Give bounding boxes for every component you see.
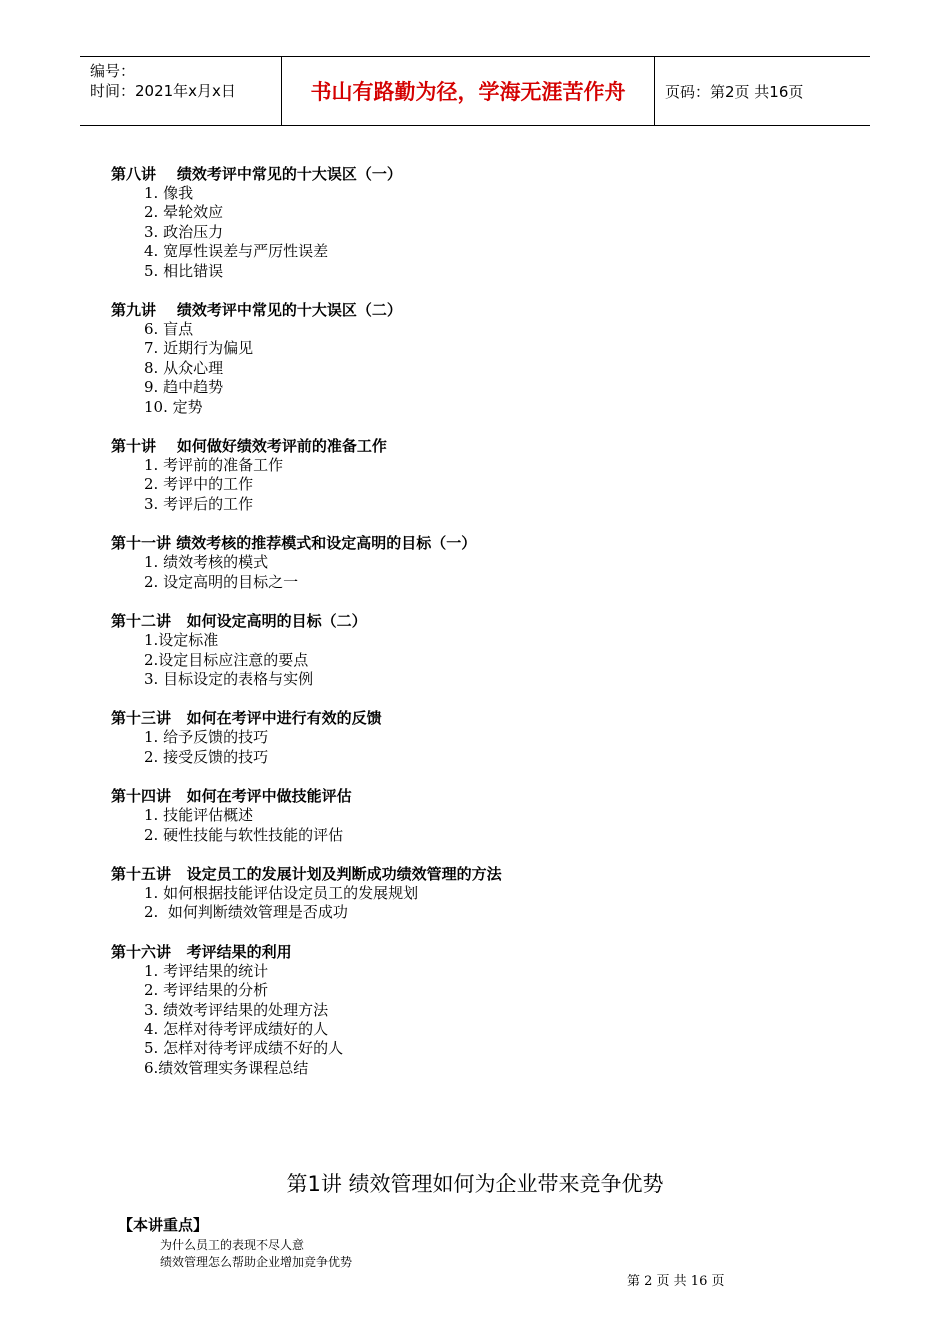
- toc-item: 1. 绩效考核的模式: [144, 553, 269, 572]
- toc-section-title: 第十六讲 考评结果的利用: [111, 942, 292, 961]
- toc-item: 1. 如何根据技能评估设定员工的发展规划: [144, 883, 419, 902]
- toc-item: 2. 考评结果的分析: [144, 981, 269, 1000]
- header-meta: [80, 57, 282, 125]
- toc-section-title: 第十四讲 如何在考评中做技能评估: [111, 787, 352, 806]
- toc-item: 2. 如何判断绩效管理是否成功: [144, 903, 348, 922]
- toc-item: 3. 考评后的工作: [144, 494, 254, 513]
- header-motto: 书山有路勤为径，学海无涯苦作舟: [282, 57, 655, 125]
- toc-item: 1. 考评前的准备工作: [144, 456, 284, 475]
- toc-item: 9. 趋中趋势: [144, 378, 224, 397]
- toc-item: 4. 宽厚性误差与严厉性误差: [144, 242, 329, 261]
- toc-section: [111, 611, 811, 689]
- toc-item: 1.设定标准: [144, 631, 219, 650]
- toc-section: [111, 533, 811, 592]
- toc-item: 2. 硬性技能与软性技能的评估: [144, 825, 344, 844]
- toc-section-title: 第十三讲 如何在考评中进行有效的反馈: [111, 709, 382, 728]
- lecture-title: 第1讲 绩效管理如何为企业带来竞争优势: [286, 1172, 664, 1196]
- toc-item: 1. 像我: [144, 184, 194, 202]
- toc-section: [111, 708, 811, 767]
- toc-item: 1. 给予反馈的技巧: [144, 728, 269, 747]
- header-page-info: 页码：第2页 共16页: [665, 82, 804, 101]
- toc-section-title: 第十二讲 如何设定高明的目标（二）: [111, 612, 367, 631]
- toc-section: [111, 786, 811, 845]
- toc-item: 5. 相比错误: [144, 261, 224, 280]
- toc-section: [111, 864, 811, 923]
- toc-item: 2. 考评中的工作: [144, 475, 254, 494]
- toc-section-title: 第十一讲 绩效考核的推荐模式和设定高明的目标（一）: [111, 534, 477, 553]
- focus-label: 【本讲重点】: [118, 1216, 209, 1234]
- toc-item: 1. 考评结果的统计: [144, 961, 269, 980]
- toc-item: 7. 近期行为偏见: [144, 339, 254, 358]
- toc-item: 1. 技能评估概述: [144, 806, 254, 825]
- toc-section-title: 第九讲 绩效考评中常见的十大误区（二）: [111, 301, 402, 320]
- time-label: 时间：2021年x月x日: [90, 82, 236, 100]
- toc-item: 6.绩效管理实务课程总结: [144, 1058, 309, 1077]
- focus-item: 绩效管理怎么帮助企业增加竞争优势: [160, 1255, 353, 1269]
- toc-item: 4. 怎样对待考评成绩好的人: [144, 1019, 329, 1038]
- toc-item: 2. 设定高明的目标之一: [144, 572, 299, 591]
- toc-item: 3. 绩效考评结果的处理方法: [144, 1000, 329, 1019]
- page-header: [80, 56, 870, 126]
- toc-item: 3. 目标设定的表格与实例: [144, 669, 314, 688]
- toc-section-title: 第十五讲 设定员工的发展计划及判断成功绩效管理的方法: [111, 864, 502, 883]
- toc-section-title: 第十讲 如何做好绩效考评前的准备工作: [111, 437, 387, 456]
- page-footer: 第 2 页 共 16 页: [627, 1274, 725, 1289]
- code-label: 编号：: [90, 62, 136, 80]
- toc-item: 2.设定目标应注意的要点: [144, 650, 309, 669]
- toc-item: 8. 从众心理: [144, 358, 224, 377]
- toc-section-title: 第八讲 绩效考评中常见的十大误区（一）: [111, 165, 402, 183]
- toc-section: [111, 436, 811, 514]
- toc-item: 2. 晕轮效应: [144, 203, 224, 222]
- toc-section: [111, 300, 811, 417]
- toc-item: 10. 定势: [144, 397, 203, 416]
- table-of-contents: [111, 164, 811, 1097]
- toc-section: [111, 164, 811, 281]
- toc-item: 3. 政治压力: [144, 222, 224, 241]
- focus-item: 为什么员工的表现不尽人意: [160, 1238, 305, 1252]
- toc-item: 2. 接受反馈的技巧: [144, 747, 269, 766]
- toc-item: 6. 盲点: [144, 320, 194, 339]
- toc-section: [111, 942, 811, 1078]
- toc-item: 5. 怎样对待考评成绩不好的人: [144, 1039, 344, 1058]
